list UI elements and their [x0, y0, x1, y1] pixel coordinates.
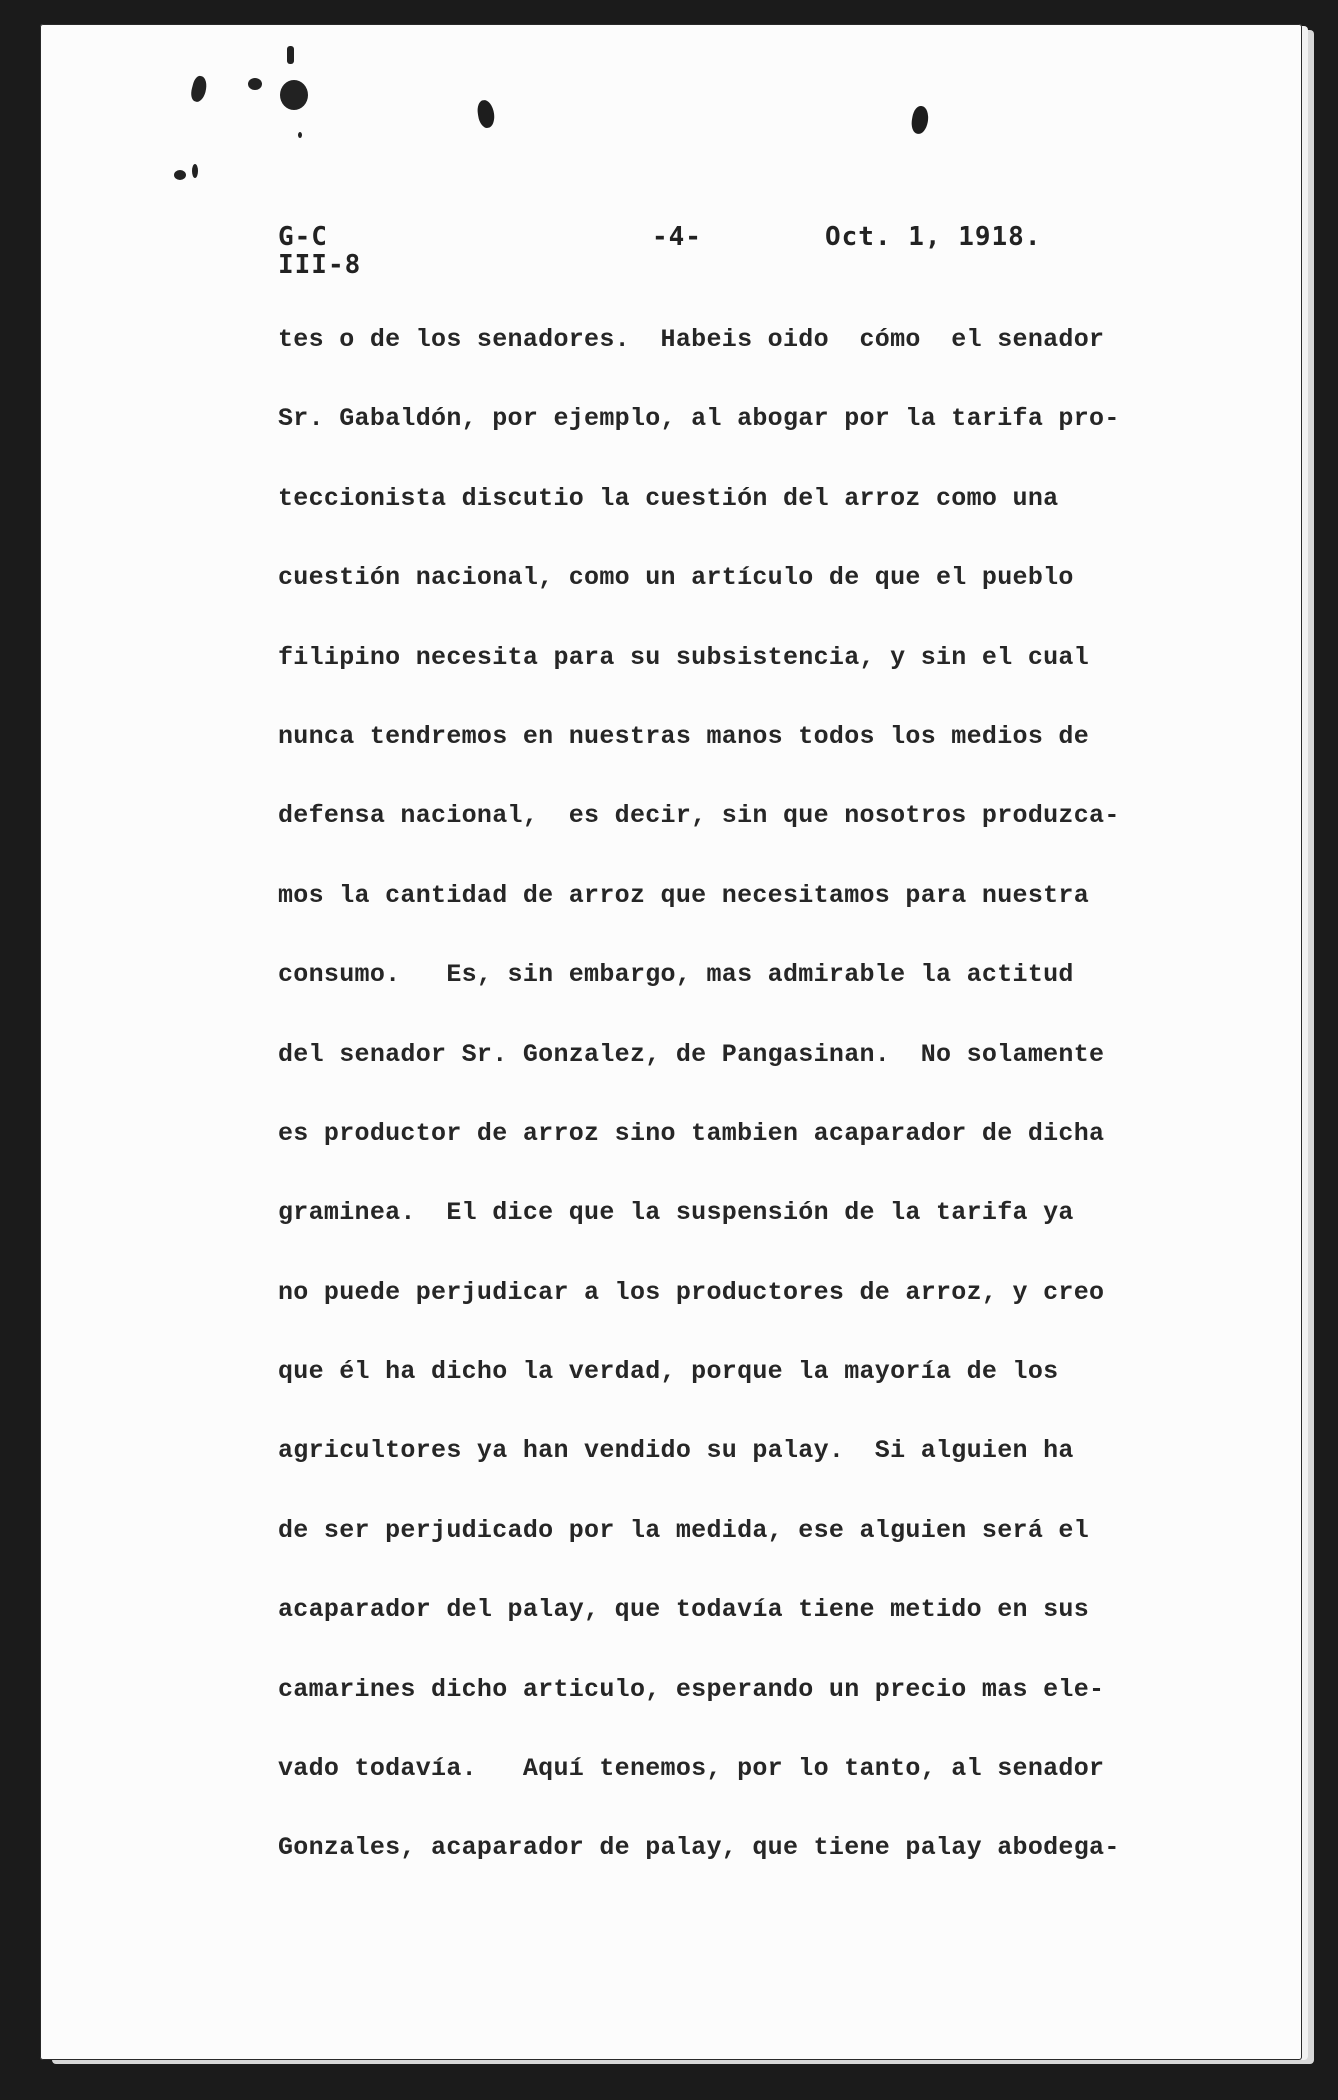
ink-blot-3 [280, 80, 308, 110]
text-line: Gonzales, acaparador de palay, que tiene palay abodega- [278, 1833, 1120, 1863]
text-line: que él ha dicho la verdad, porque la mayoría de los [278, 1357, 1059, 1387]
text-line: es productor de arroz sino tambien acaparador de dicha [278, 1118, 1105, 1148]
reel-code: III-8 [278, 250, 362, 280]
text-line: camarines dicho articulo, esperando un precio mas ele- [278, 1674, 1105, 1704]
text-line: graminea. El dice que la suspensión de la tarifa ya [278, 1198, 1074, 1228]
section-code: G-C [278, 222, 328, 252]
ink-blot-2 [248, 78, 262, 90]
ink-blot-4 [287, 46, 294, 64]
text-line: no puede perjudicar a los productores de arroz, y creo [278, 1277, 1105, 1307]
text-line: del senador Sr. Gonzalez, de Pangasinan. No solamente [278, 1039, 1105, 1069]
text-line: defensa nacional, es decir, sin que nosotros produzca- [278, 801, 1120, 831]
body-text [278, 325, 1158, 1913]
text-line: vado todavía. Aquí tenemos, por lo tanto, al senador [278, 1754, 1105, 1784]
ink-blot-5 [174, 170, 186, 180]
text-line: mos la cantidad de arroz que necesitamos para nuestra [278, 880, 1090, 910]
text-line: agricultores ya han vendido su palay. Si alguien ha [278, 1436, 1074, 1466]
text-line: tes o de los senadores. Habeis oido cómo el senador [278, 325, 1105, 354]
text-line: Sr. Gabaldón, por ejemplo, al abogar por la tarifa pro- [278, 404, 1120, 434]
punch-hole-left [476, 99, 496, 129]
text-line: acaparador del palay, que todavía tiene metido en sus [278, 1595, 1090, 1625]
document-date: Oct. 1, 1918. [825, 222, 1042, 252]
ink-dot [298, 132, 302, 138]
text-line: filipino necesita para su subsistencia, y sin el cual [278, 642, 1090, 672]
ink-blot-6 [192, 164, 198, 178]
text-line: cuestión nacional, como un artículo de que el pueblo [278, 563, 1074, 593]
text-line: teccionista discutio la cuestión del arroz como una [278, 483, 1059, 513]
page-number: -4- [652, 222, 702, 252]
ink-blot-1 [189, 75, 209, 104]
text-line: nunca tendremos en nuestras manos todos los medios de [278, 721, 1090, 751]
text-line: consumo. Es, sin embargo, mas admirable la actitud [278, 960, 1074, 990]
text-line: de ser perjudicado por la medida, ese alguien será el [278, 1515, 1090, 1545]
punch-hole-right [910, 105, 931, 135]
